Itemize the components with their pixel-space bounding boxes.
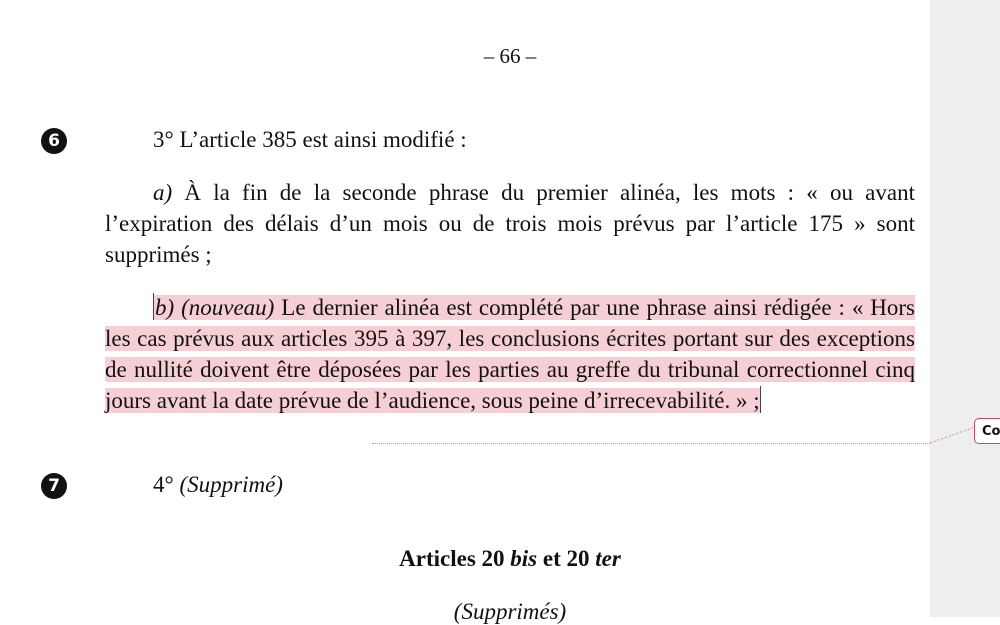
paragraph-status: (Supprimé) <box>179 472 283 497</box>
page-number: – 66 – <box>483 44 537 68</box>
section-subheading: (Supprimés) <box>453 599 567 624</box>
paragraph-label: b) (nouveau) <box>155 295 275 320</box>
paragraph-b-inserted[interactable] <box>105 292 915 416</box>
heading-part: Articles 20 <box>399 546 511 571</box>
comment-margin-pane <box>930 0 1000 617</box>
paragraph-4-deleted[interactable] <box>105 469 915 500</box>
heading-part: bis <box>510 546 538 571</box>
paragraph-marker-7: 7 <box>41 473 67 499</box>
paragraph-text: 3° L’article 385 est ainsi modifié : <box>153 127 467 152</box>
comment-bubble[interactable]: Co <box>974 418 1000 444</box>
heading-part: et 20 <box>537 546 596 571</box>
insertion-start-marker <box>153 293 154 320</box>
comment-anchor-line <box>372 443 930 444</box>
heading-part: ter <box>595 546 621 571</box>
paragraph-text: À la fin de la seconde phrase du premier alinéa, les mots : « ou avant l’expiration des délais d’un mois ou de trois mois prévus par l’article 175 » sont supprimés ; <box>105 180 915 267</box>
paragraph-label: a) <box>153 180 173 205</box>
section-heading <box>0 546 1000 572</box>
tracked-insertion[interactable] <box>105 295 915 413</box>
paragraph-text: Le dernier alinéa est complété par une phrase ainsi rédigée : « Hors les cas prévus aux articles 395 à 397, les conclusions écrites portant sur des exceptions de nullité doivent être déposées par les parties au greffe du tribunal correctionnel cinq jours avant la date prévue de l’audience, sous peine d’irrecevabilité. » ; <box>105 295 915 413</box>
paragraph-marker-6: 6 <box>41 128 67 154</box>
paragraph-prefix: 4° <box>153 472 180 497</box>
insertion-end-marker <box>760 386 761 413</box>
paragraph-3-article-385[interactable] <box>105 124 915 155</box>
paragraph-a[interactable] <box>105 177 915 270</box>
